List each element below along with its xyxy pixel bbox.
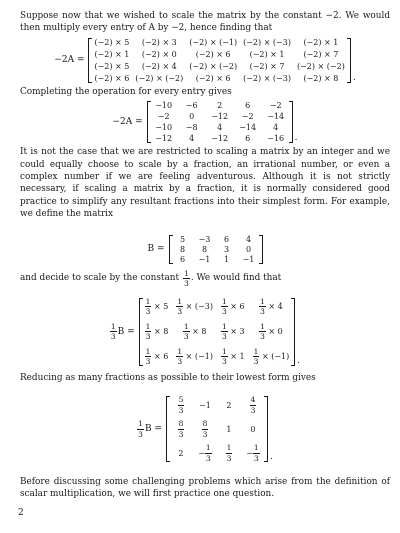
- matrix-grid: [145, 298, 290, 366]
- matrix-bracket: [147, 101, 293, 143]
- equation-third-b-simplified: [20, 396, 390, 462]
- scale-text: and decide to scale by the constant: [20, 273, 180, 284]
- matrix-cell: − $\frac{1}{3}$: [198, 443, 211, 463]
- matrix-bracket: [169, 235, 263, 264]
- equation-lhs: B =: [117, 326, 135, 337]
- matrix-cell: $\frac{1}{3}$ × 4: [260, 296, 283, 317]
- matrix-cell: (−2) × 6: [195, 73, 231, 83]
- equation-lhs: B =: [147, 244, 165, 255]
- equation-scaled-result: [20, 101, 390, 143]
- matrix-cell: (−2) × 5: [94, 61, 130, 71]
- matrix-cell: 3: [223, 244, 230, 254]
- matrix-cell: 6: [179, 254, 186, 264]
- paragraph-intro: Suppose now that we wished to scale the matrix by the constant −2. We would then multiply every entry of A by −2, hence finding that: [20, 11, 390, 34]
- matrix-bracket: [166, 396, 268, 462]
- paragraph-closing: Before discussing some challenging problems which arise from the definition of scalar multiplication, we will first practice one question.: [20, 477, 390, 500]
- matrix-cell: (−2) × (−1): [189, 37, 238, 47]
- matrix-cell: −12: [211, 112, 229, 122]
- matrix-cell: −16: [267, 134, 285, 144]
- matrix-cell: $\frac{1}{3}$ × (−1): [253, 346, 290, 367]
- paragraph-reducing: Reducing as many fractions as possible to their lowest form gives: [20, 372, 316, 383]
- fraction-one-third: [110, 323, 117, 341]
- matrix-cell: 0: [245, 244, 252, 254]
- fraction-denominator: 3: [138, 429, 143, 439]
- scale-text-end: . We would find that: [190, 273, 282, 284]
- matrix-cell: (−2) × 6: [195, 49, 231, 59]
- matrix-cell: −10: [155, 123, 173, 133]
- matrix-cell: $\frac{5}{3}$: [178, 395, 184, 415]
- equation-lhs: B =: [144, 424, 162, 435]
- matrix-cell: (−2) × 7: [303, 49, 339, 59]
- matrix-cell: (−2) × 1: [303, 37, 339, 47]
- matrix-cell: 1: [226, 424, 232, 434]
- matrix-cell: 6: [223, 234, 230, 244]
- page-number: 2: [18, 508, 24, 518]
- matrix-cell: $\frac{8}{3}$: [178, 419, 184, 439]
- matrix-grid: [153, 101, 287, 143]
- matrix-cell: 4: [245, 234, 252, 244]
- matrix-cell: 8: [201, 244, 208, 254]
- matrix-cell: −8: [185, 123, 198, 133]
- matrix-cell: 6: [245, 134, 251, 144]
- matrix-cell: (−2) × (−2): [135, 73, 184, 83]
- matrix-cell: −3: [198, 234, 211, 244]
- matrix-cell: −14: [239, 123, 257, 133]
- matrix-cell: (−2) × 4: [141, 61, 177, 71]
- matrix-cell: 0: [189, 112, 195, 122]
- matrix-cell: −14: [267, 112, 285, 122]
- matrix-cell: (−2) × 0: [141, 49, 177, 59]
- matrix-cell: − $\frac{1}{3}$: [246, 443, 259, 463]
- matrix-cell: 2: [217, 101, 223, 111]
- matrix-grid: [172, 396, 262, 462]
- matrix-cell: (−2) × 5: [94, 37, 130, 47]
- paragraph-completing: Completing the operation for every entry gives: [20, 86, 232, 97]
- equation-period: .: [294, 133, 298, 144]
- matrix-cell: (−2) × 7: [249, 61, 285, 71]
- fraction-denominator: 3: [184, 279, 189, 289]
- paragraph-scale-constant: [20, 270, 390, 288]
- matrix-cell: $\frac{1}{3}$ × 0: [260, 321, 283, 342]
- matrix-cell: 8: [179, 244, 186, 254]
- matrix-cell: 6: [245, 101, 251, 111]
- matrix-cell: $\frac{1}{3}$ × 8: [145, 321, 169, 342]
- matrix-cell: 0: [250, 424, 256, 434]
- equation-third-b-expansion: [20, 298, 390, 366]
- fraction-numerator: 1: [184, 268, 189, 278]
- equation-period: .: [352, 72, 356, 83]
- matrix-cell: (−2) × 8: [303, 73, 339, 83]
- matrix-cell: 1: [223, 254, 230, 264]
- matrix-cell: (−2) × (−2): [296, 61, 345, 71]
- matrix-cell: 2: [178, 448, 184, 458]
- matrix-cell: 5: [179, 234, 186, 244]
- matrix-cell: $\frac{1}{3}$: [226, 443, 232, 463]
- matrix-cell: $\frac{8}{3}$: [202, 419, 208, 439]
- matrix-cell: (−2) × (−3): [243, 73, 291, 83]
- matrix-cell: 2: [226, 400, 232, 410]
- matrix-cell: $\frac{1}{3}$ × 1: [221, 346, 245, 367]
- fraction-numerator: 1: [138, 419, 143, 429]
- matrix-cell: −12: [155, 134, 173, 144]
- matrix-cell: $\frac{1}{3}$ × (−1): [177, 346, 213, 367]
- matrix-cell: (−2) × (−2): [189, 61, 238, 71]
- matrix-grid: [175, 235, 257, 264]
- matrix-cell: 4: [273, 123, 279, 133]
- matrix-grid: [94, 38, 344, 83]
- equation-scaled-expansion: [20, 38, 390, 83]
- matrix-cell: $\frac{1}{3}$ × (−3): [177, 296, 213, 317]
- matrix-cell: −12: [211, 134, 229, 144]
- matrix-cell: −2: [241, 112, 254, 122]
- equation-period: .: [297, 355, 301, 366]
- fraction-numerator: 1: [110, 321, 116, 331]
- matrix-cell: −10: [155, 101, 173, 111]
- matrix-bracket: [88, 38, 350, 83]
- matrix-cell: (−2) × 1: [94, 49, 130, 59]
- matrix-cell: $\frac{1}{3}$ × 5: [145, 296, 169, 317]
- matrix-cell: $\frac{1}{3}$ × 8: [183, 321, 207, 342]
- equation-lhs: −2A =: [54, 55, 85, 66]
- matrix-cell: (−2) × 6: [94, 73, 130, 83]
- matrix-cell: $\frac{1}{3}$ × 3: [221, 321, 245, 342]
- matrix-cell: (−2) × (−3): [243, 37, 291, 47]
- matrix-cell: $\frac{1}{3}$ × 6: [221, 296, 245, 317]
- matrix-cell: $\frac{4}{3}$: [250, 395, 256, 415]
- paragraph-fractions: It is not the case that we are restricted to scaling a matrix by an integer and we could equally choose to scale by a fraction, an irrational number, or even a complex number if we are feeling adventurous. Although it is not strictly necessary, if scaling a matrix by a fraction, it is normally considered good practice to simplify any resultant fractions into their simplest form. For example, we define the matrix: [20, 147, 390, 220]
- matrix-cell: 4: [189, 134, 195, 144]
- equation-matrix-b: [20, 235, 390, 264]
- matrix-cell: $\frac{1}{3}$ × 6: [145, 346, 169, 367]
- matrix-cell: −2: [269, 101, 282, 111]
- matrix-cell: −6: [185, 101, 198, 111]
- equation-lhs: −2A =: [112, 117, 143, 128]
- equation-period: .: [269, 452, 273, 463]
- matrix-cell: −2: [157, 112, 170, 122]
- fraction-one-third: [137, 420, 144, 438]
- fraction-one-third: [183, 270, 190, 288]
- fraction-denominator: 3: [110, 332, 116, 342]
- page: [20, 10, 390, 501]
- matrix-cell: −1: [242, 254, 255, 264]
- matrix-bracket: [139, 298, 296, 366]
- matrix-cell: 4: [217, 123, 223, 133]
- matrix-cell: (−2) × 1: [249, 49, 285, 59]
- matrix-cell: (−2) × 3: [141, 37, 177, 47]
- matrix-cell: −1: [199, 400, 211, 410]
- matrix-cell: −1: [198, 254, 211, 264]
